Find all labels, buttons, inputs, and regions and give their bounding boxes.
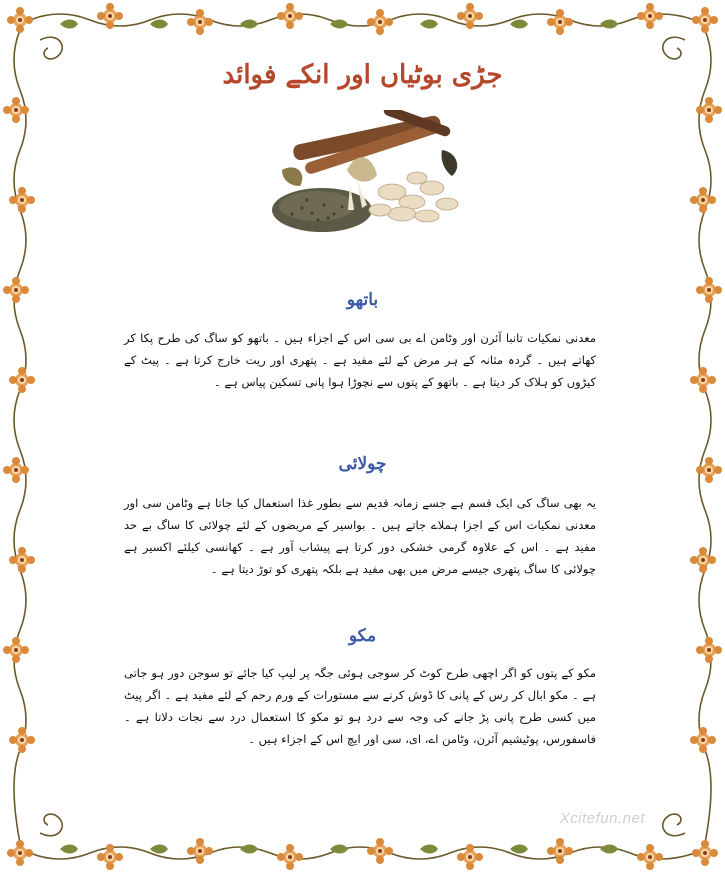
section-heading-bathua: باتھو — [346, 290, 379, 310]
section-heading-cholai: چولائی — [338, 454, 387, 474]
section-body-cholai: یہ بھی ساگ کی ایک قسم ہے جسے زمانہ قدیم سے بطور غذا استعمال کیا جاتا ہے وٹامن سی اور معدنی نمکیات اس کے اجزا ہملاے جاتے ہیں ۔ بواسیر کے مریضوں کے لئے چولائی کا ساگ بے حد مفید ہے ۔ اس کے علاوہ گرمی خشکی دور کرتا ہے پیشاب آور ہے ۔ کھانسی کیلئے اکسیر ہے چولائی کا ساگ پتھری جیسے مرض میں بھی مفید ہے بلکہ پتھری کو توڑ دیتا ہے ۔ — [124, 496, 596, 576]
page-title: جڑی بوٹیاں اور انکے فوائد — [222, 60, 503, 90]
section-body-mako: مکو کے پتوں کو اگر اچھی طرح کوٹ کر سوجی ہوئی جگہ پر لیپ کیا جائے تو سوجن دور ہو جاتی ہے ۔ مکو ابال کر رس کے پانی کا ڈوش کرنے سے مستورات کے ورم رحم کے لئے مفید ہے ۔ اگر پیٹ میں کسی طرح پانی پڑ جانے کی وجہ سے درد ہو تو مکو کا استعمال درد سے نجات دلاتا ہے ۔ فاسفورس، پوٹیشیم آئرن، وٹامن اے، ای، سی اور ایچ اس کے اجزاء ہیں ۔ — [124, 666, 596, 746]
watermark: Xcitefun.net — [559, 810, 645, 827]
dried-herbs-photo — [262, 110, 472, 240]
article — [40, 40, 685, 833]
section-heading-mako: مکو — [348, 626, 377, 646]
section-body-bathua: معدنی نمکیات تانبا آئرن اور وٹامن اے بی سی اس کے اجزاء ہیں ۔ باتھو کو ساگ کی طرح پکا کر کھاتے ہیں ۔ گردہ مثانہ کے ہر مرض کے لئے مفید ہے ۔ پتھری اور ریت خارج کرتا ہے ۔ پیٹ کے کیڑوں کو ہلاک کر دیتا ہے ۔ باتھو کے پتوں سے نچوڑا ہوا پانی تسکین پیاس ہے ۔ — [124, 331, 596, 389]
